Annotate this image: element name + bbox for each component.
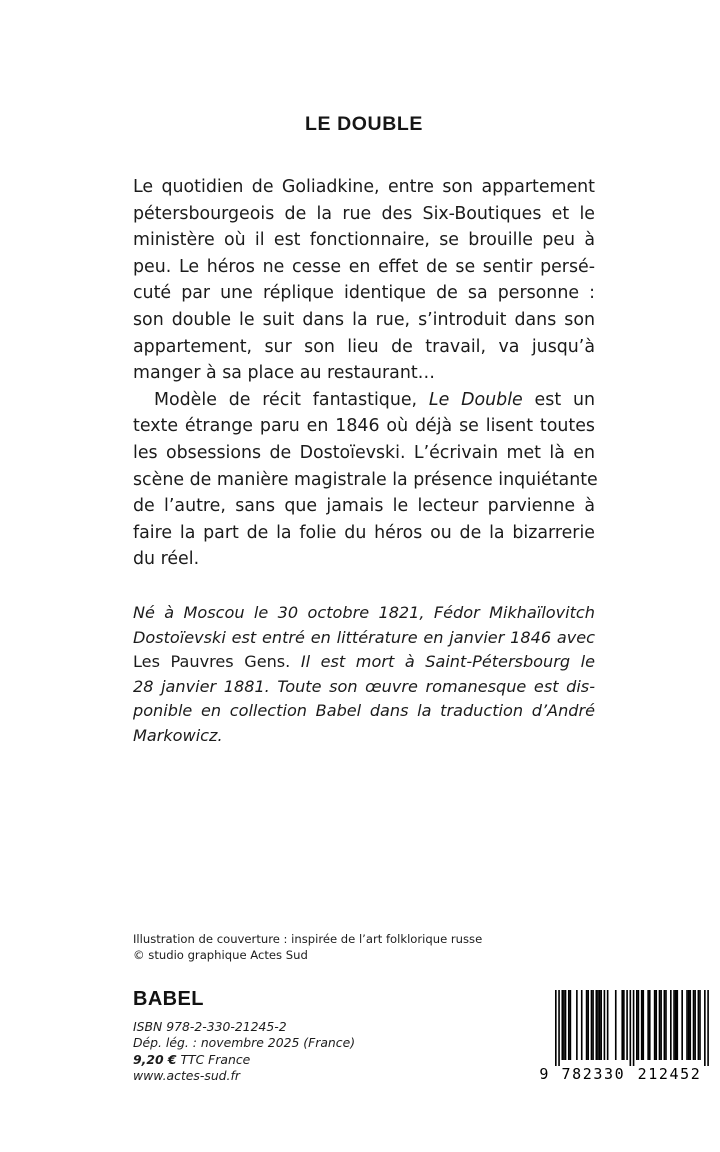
blurb-line: manger à sa place au restaurant…	[133, 363, 436, 384]
website-line: www.actes-sud.fr	[133, 1068, 240, 1084]
bio-line: 28 janvier 1881. Toute son œuvre romanesque est dis-	[133, 676, 595, 696]
blurb-line-post: est un	[522, 389, 595, 410]
blurb-line: cuté par une réplique identique de sa personne :	[133, 283, 595, 304]
blurb-line: scène de manière magistrale la présence inquiétante	[133, 469, 598, 490]
imprint-block	[133, 988, 433, 1085]
cover-credit	[133, 932, 595, 963]
bio-line: Markowicz.	[133, 725, 223, 745]
price-suffix: TTC France	[176, 1051, 251, 1067]
blurb-line: du réel.	[133, 549, 200, 570]
barcode	[537, 984, 720, 1096]
blurb-line: Le quotidien de Goliadkine, entre son appartement	[133, 177, 595, 197]
page-title: LE DOUBLE	[304, 113, 424, 135]
svg-text:212452: 212452	[637, 1065, 702, 1083]
blurb-line: son double le suit dans la rue, s’introduit dans son	[133, 309, 595, 330]
blurb-line: ministère où il est fonctionnaire, se brouille peu à	[133, 230, 595, 251]
blurb-line: de l’autre, sans que jamais le lecteur parvienne à	[133, 496, 595, 517]
bio-line: Né à Moscou le 30 octobre 1821, Fédor Mikhaïlovitch	[133, 603, 595, 622]
svg-text:9: 9	[539, 1065, 550, 1083]
bio-line-italic: Il est mort à Saint-Pétersbourg le	[290, 652, 595, 672]
blurb-line: faire la part de la folie du héros ou de la bizarrerie	[133, 522, 595, 543]
blurb-paragraph-2	[133, 387, 598, 573]
blurb-line: texte étrange paru en 1846 où déjà se lisent toutes	[133, 416, 595, 437]
bio-line: Dostoïevski est entré en littérature en janvier 1846 avec	[133, 627, 595, 647]
blurb-paragraph-1	[133, 174, 595, 387]
blurb-line: peu. Le héros ne cesse en effet de se sentir persé-	[133, 256, 595, 277]
cover-credit-line-2: © studio graphique Actes Sud	[133, 947, 308, 962]
svg-text:782330: 782330	[561, 1065, 626, 1083]
ean13-barcode-svg	[537, 984, 720, 1096]
author-bio	[133, 601, 595, 749]
price-line	[133, 1052, 433, 1068]
bio-line: ponible en collection Babel dans la traduction d’André	[133, 701, 595, 721]
blurb-text	[133, 174, 598, 573]
imprint-details	[133, 1019, 433, 1085]
blurb-line: pétersbourgeois de la rue des Six-Boutiques et le	[133, 203, 595, 224]
blurb-line-pre: Modèle de récit fantastique,	[154, 389, 429, 410]
legal-deposit-line: Dép. lég. : novembre 2025 (France)	[133, 1035, 356, 1051]
cover-credit-line-1: Illustration de couverture : inspirée de l’art folklorique russe	[133, 932, 483, 946]
book-title-mention: Le Double	[428, 389, 523, 410]
blurb-line: appartement, sur son lieu de travail, va jusqu’à	[133, 336, 595, 357]
work-title-mention: Les Pauvres Gens.	[133, 652, 291, 672]
blurb-line	[133, 387, 595, 414]
blurb-line: les obsessions de Dostoïevski. L’écrivain met là en	[133, 442, 595, 463]
price-value: 9,20 €	[133, 1051, 177, 1067]
bio-line	[133, 650, 595, 675]
publisher-logo-babel: BABEL	[133, 988, 204, 1010]
isbn-line: ISBN 978-2-330-21245-2	[133, 1019, 287, 1034]
